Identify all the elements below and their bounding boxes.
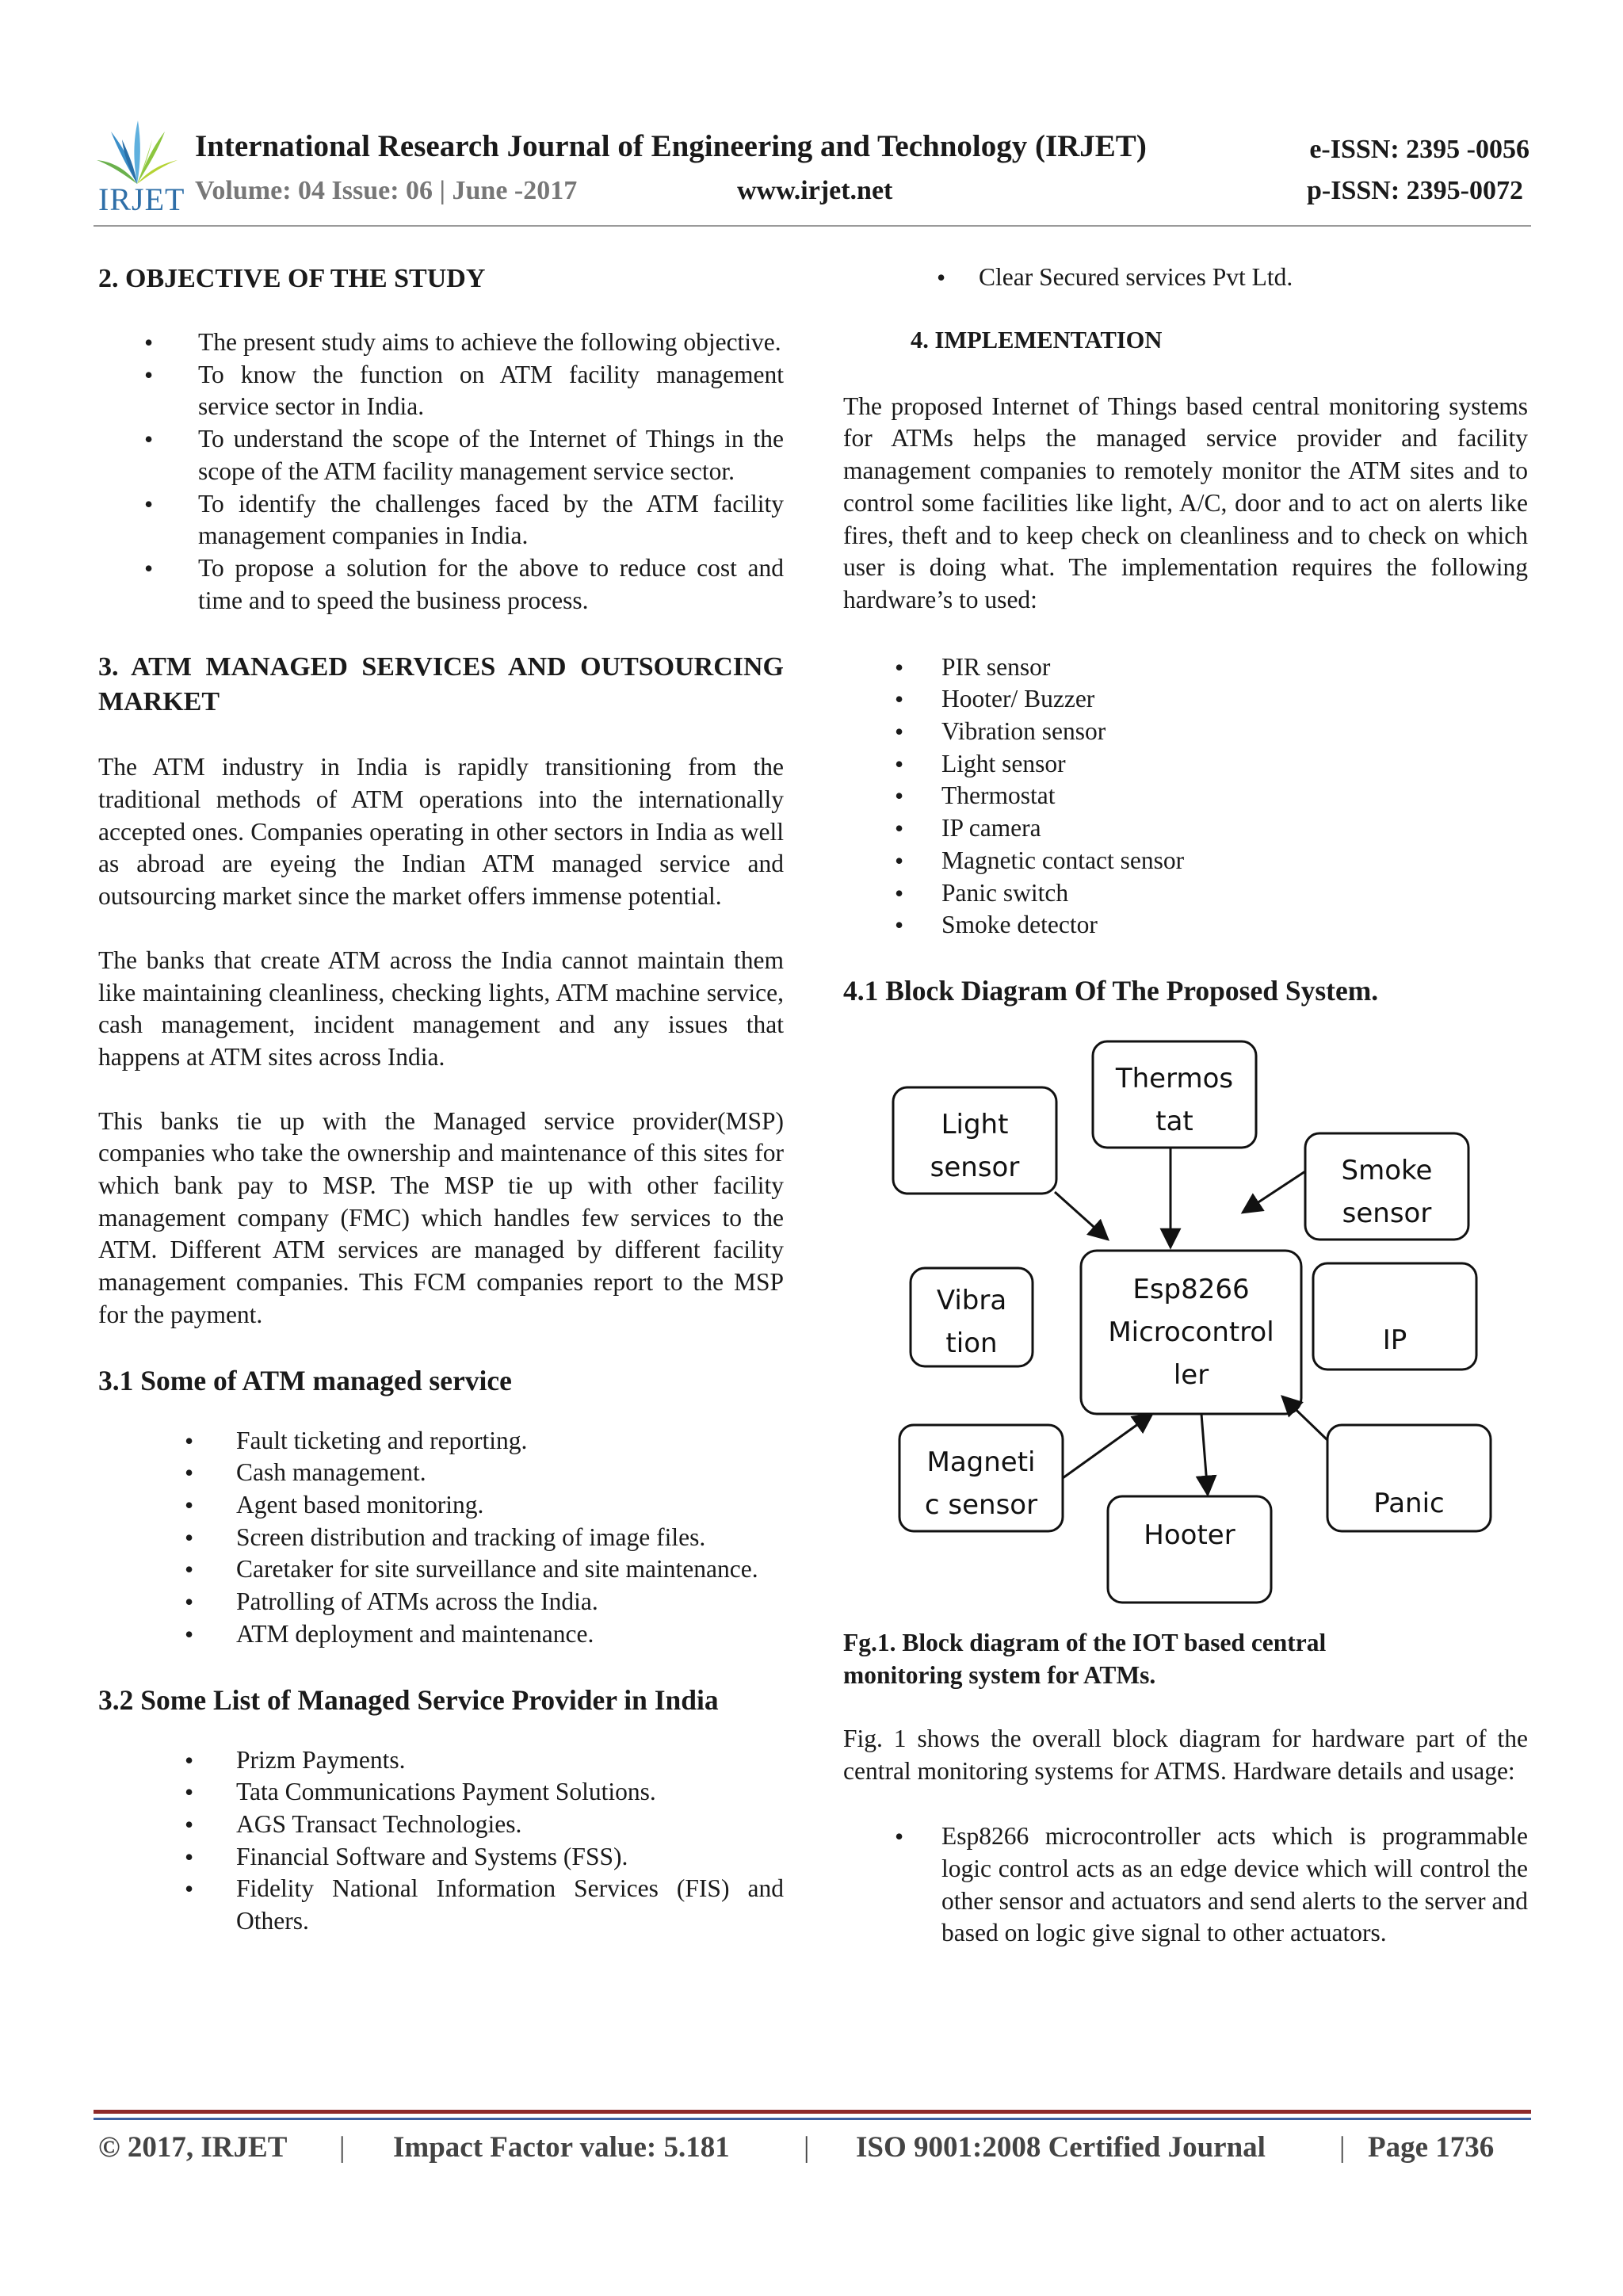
- microcontroller-label-1: Esp8266: [1132, 1273, 1250, 1305]
- list-item: • PIR sensor: [843, 651, 1528, 684]
- managed-service-list: [98, 1425, 784, 1651]
- logo-text: IRJET: [98, 181, 185, 217]
- footer-iso: ISO 9001:2008 Certified Journal: [856, 2131, 1266, 2164]
- figure-caption-line-1: Fg.1. Block diagram of the IOT based central: [843, 1628, 1327, 1656]
- hardware-detail-list: [843, 1820, 1528, 1950]
- mcu-to-hooter-arrow: [1201, 1414, 1208, 1495]
- light-sensor-label-1: Light: [941, 1108, 1009, 1140]
- list-item: • To understand the scope of the Internet of Things in the scope of the ATM facility management service sector.: [98, 423, 784, 487]
- volume-issue: Volume: 04 Issue: 06 | June -2017: [195, 176, 578, 205]
- list-item: • Tata Communications Payment Solutions.: [98, 1776, 784, 1809]
- section-3-1-heading: 3.1 Some of ATM managed service: [98, 1364, 512, 1396]
- list-item: • IP camera: [843, 812, 1528, 845]
- list-item: • Light sensor: [843, 748, 1528, 781]
- journal-logo: [94, 116, 185, 217]
- objective-list: [98, 327, 784, 617]
- panic-to-mcu-arrow: [1282, 1396, 1327, 1440]
- list-item: • Clear Secured services Pvt Ltd.: [843, 262, 1528, 294]
- magnetic-label-2: c sensor: [924, 1488, 1038, 1521]
- light-to-mcu-arrow: [1055, 1192, 1108, 1240]
- journal-title: International Research Journal of Engineering and Technology (IRJET): [195, 129, 1147, 163]
- magnetic-to-mcu-arrow: [1063, 1414, 1152, 1478]
- section-3-paragraph: The banks that create ATM across the India cannot maintain them like maintaining cleanliness, checking lights, ATM machine service, cash management, incident management and any issues that happens at ATM sites across India.: [98, 946, 784, 1071]
- list-item: • Panic switch: [843, 877, 1528, 910]
- list-item: • Fault ticketing and reporting.: [98, 1425, 784, 1457]
- section-2-heading: 2. OBJECTIVE OF THE STUDY: [98, 264, 486, 293]
- section-3-heading: 3. ATM MANAGED SERVICES AND OUTSOURCING MARKET: [98, 652, 784, 717]
- section-3-paragraph: The ATM industry in India is rapidly transitioning from the traditional methods of ATM operations into the internationally accepted ones. Companies operating in other sectors in India as well as abroad are eyeing the Indian ATM managed service and outsourcing market since the market offers immense potential.: [98, 753, 784, 911]
- block-diagram-svg: [843, 1016, 1528, 1626]
- hooter-label: Hooter: [1144, 1519, 1235, 1551]
- light-sensor-label-2: sensor: [930, 1151, 1020, 1183]
- list-item: • Magnetic contact sensor: [843, 845, 1528, 877]
- provider-list-continued: [843, 262, 1528, 294]
- list-item: • Hooter/ Buzzer: [843, 683, 1528, 716]
- list-item: • AGS Transact Technologies.: [98, 1809, 784, 1841]
- section-4-1-heading: 4.1 Block Diagram Of The Proposed System.: [843, 974, 1379, 1007]
- footer-impact-factor: Impact Factor value: 5.181: [393, 2131, 730, 2164]
- list-item: • To propose a solution for the above to reduce cost and time and to speed the business process.: [98, 552, 784, 617]
- thermostat-label-1: Thermos: [1115, 1062, 1234, 1095]
- provider-list: [98, 1744, 784, 1938]
- list-item: • The present study aims to achieve the following objective.: [98, 327, 784, 359]
- journal-website-link[interactable]: www.irjet.net: [737, 176, 893, 205]
- list-item: • Patrolling of ATMs across the India.: [98, 1586, 784, 1618]
- footer-page-number: Page 1736: [1368, 2131, 1495, 2164]
- footer-separator: |: [1339, 2131, 1346, 2164]
- microcontroller-label-3: ler: [1173, 1358, 1209, 1391]
- list-item: • ATM deployment and maintenance.: [98, 1618, 784, 1651]
- list-item: • Smoke detector: [843, 909, 1528, 942]
- footer-copyright: © 2017, IRJET: [98, 2131, 288, 2164]
- list-item: • Financial Software and Systems (FSS).: [98, 1841, 784, 1874]
- smoke-sensor-label-1: Smoke: [1341, 1154, 1433, 1186]
- right-column: [843, 262, 1528, 1950]
- leaf-logo-icon: [94, 116, 181, 189]
- vibration-label-2: tion: [945, 1327, 998, 1359]
- smoke-sensor-label-2: sensor: [1342, 1197, 1432, 1229]
- thermostat-label-2: tat: [1155, 1105, 1193, 1137]
- list-item: • Prizm Payments.: [98, 1744, 784, 1777]
- list-item: • Cash management.: [98, 1457, 784, 1489]
- vibration-label-1: Vibra: [936, 1284, 1007, 1316]
- microcontroller-label-2: Microcontrol: [1108, 1316, 1274, 1348]
- hardware-list: [843, 651, 1528, 942]
- block-diagram: [843, 1016, 1528, 1626]
- smoke-to-mcu-arrow: [1243, 1171, 1305, 1213]
- section-3-2-heading: 3.2 Some List of Managed Service Provider in India: [98, 1683, 719, 1716]
- list-item: • Caretaker for site surveillance and site maintenance.: [98, 1553, 784, 1586]
- p-issn: p-ISSN: 2395-0072: [1307, 176, 1523, 205]
- list-item: • Fidelity National Information Services (FIS) and Others.: [98, 1873, 784, 1937]
- list-item: • Agent based monitoring.: [98, 1489, 784, 1522]
- list-item: • To identify the challenges faced by the ATM facility management companies in India.: [98, 488, 784, 552]
- section-4-heading: 4. IMPLEMENTATION: [911, 326, 1163, 353]
- section-3-paragraph: This banks tie up with the Managed service provider(MSP) companies who take the ownership and maintenance of this sites for which bank pay to MSP. The MSP tie up with other facility management company (FMC) which handles few services to the ATM. Different ATM services are managed by different facility management companies. This FCM companies report to the MSP for the payment.: [98, 1106, 784, 1328]
- list-item: • Screen distribution and tracking of image files.: [98, 1522, 784, 1554]
- section-4-1-paragraph: Fig. 1 shows the overall block diagram for hardware part of the central monitoring systems for ATMS. Hardware details and usage:: [843, 1724, 1528, 1785]
- list-item: • Thermostat: [843, 780, 1528, 812]
- panic-label: Panic: [1373, 1487, 1445, 1519]
- section-4-paragraph: The proposed Internet of Things based central monitoring systems for ATMs helps the managed service provider and facility management companies to remotely monitor the ATM sites and to control some facilities like light, A/C, door and to act on alerts like fires, theft and to keep check on cleanliness and to check on which user is doing what. The implementation requires the following hardware’s to used:: [843, 392, 1528, 613]
- list-item: • Vibration sensor: [843, 716, 1528, 748]
- header-divider: [94, 225, 1531, 227]
- magnetic-label-1: Magneti: [926, 1446, 1036, 1478]
- footer-divider-bottom: [94, 2118, 1531, 2120]
- e-issn: e-ISSN: 2395 -0056: [1309, 135, 1529, 164]
- ip-label: IP: [1382, 1324, 1407, 1356]
- footer-divider-top: [94, 2110, 1531, 2114]
- figure-caption-line-2: monitoring system for ATMs.: [843, 1660, 1156, 1689]
- list-item: • To know the function on ATM facility management service sector in India.: [98, 359, 784, 423]
- footer-separator: |: [804, 2131, 810, 2164]
- footer-separator: |: [339, 2131, 346, 2164]
- left-column: [98, 262, 784, 1938]
- list-item: • Esp8266 microcontroller acts which is programmable logic control acts as an edge device which will control the other sensor and actuators and send alerts to the server and based on logic give signal to other actuators.: [843, 1820, 1528, 1950]
